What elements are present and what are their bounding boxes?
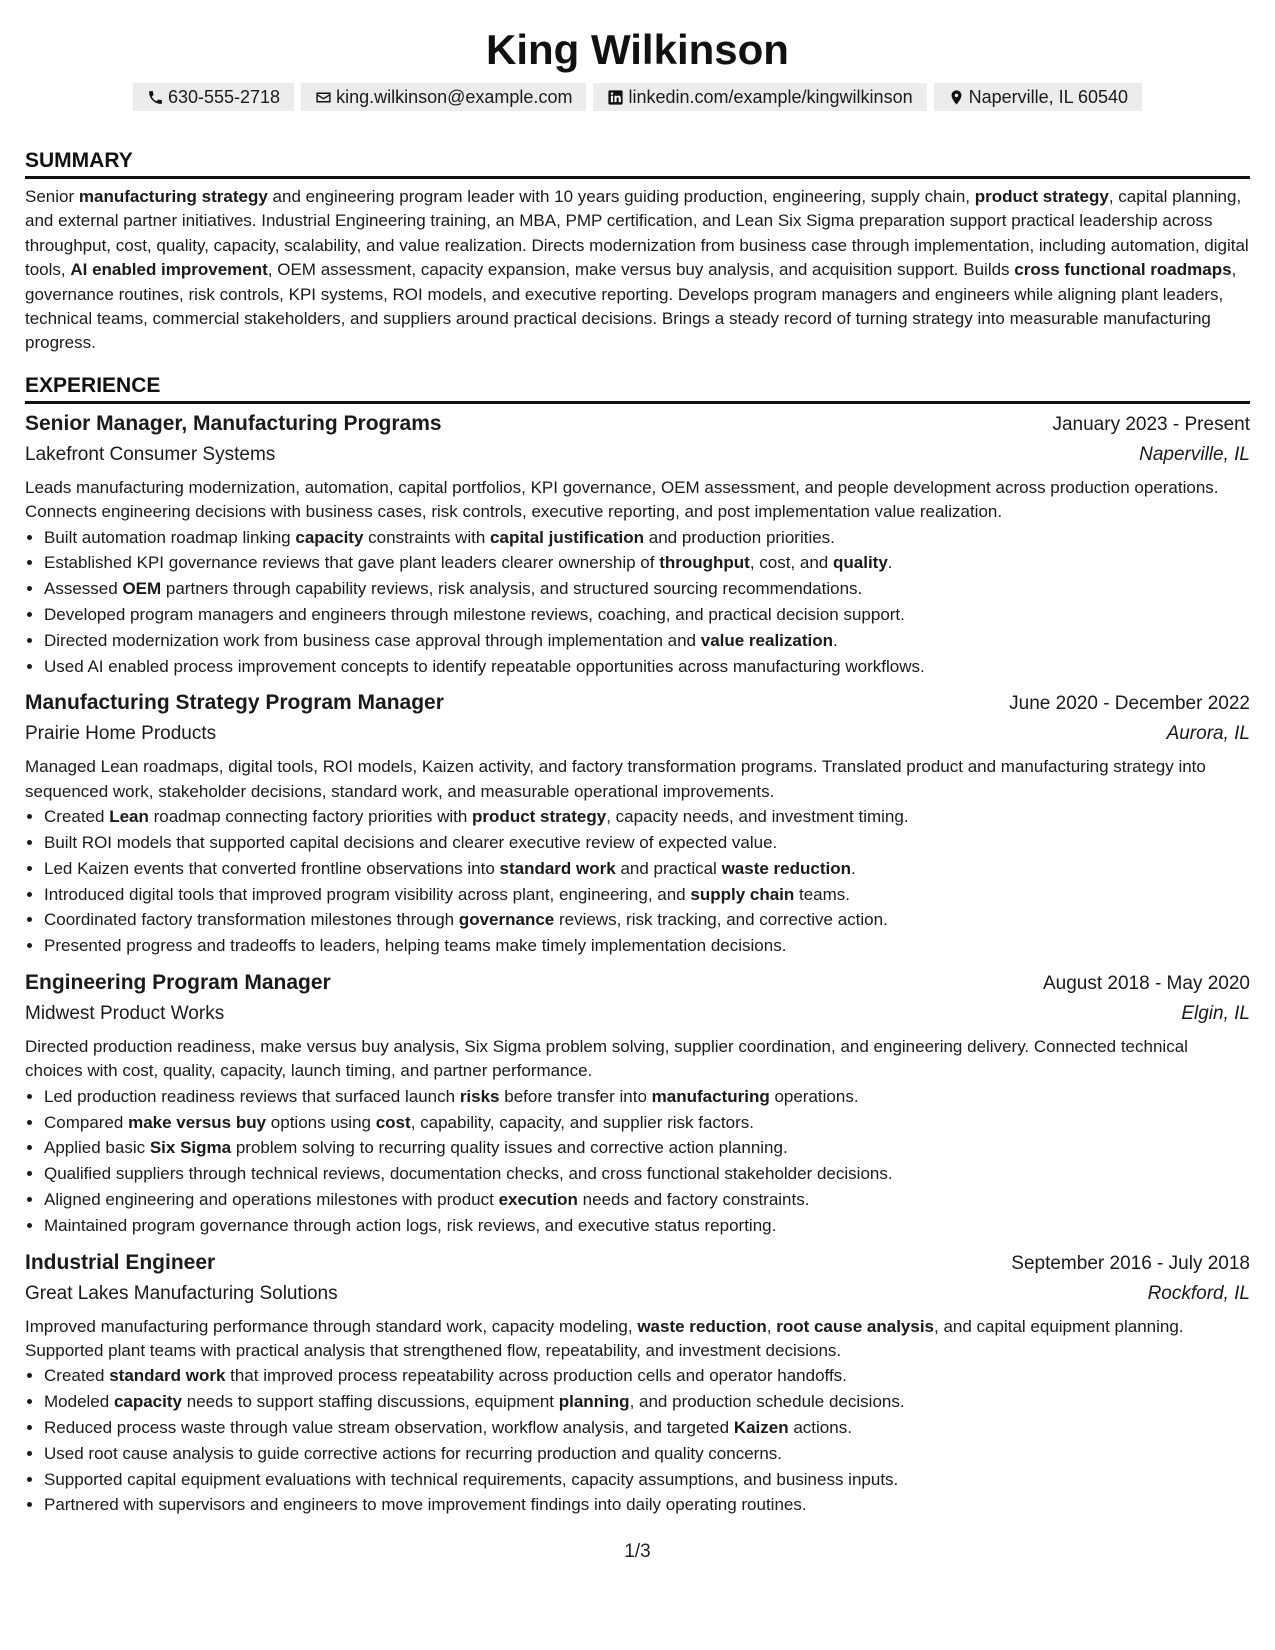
emphasis: capacity	[113, 1392, 182, 1412]
emphasis: OEM	[122, 579, 162, 599]
bullet-item: • Led Kaizen events that converted frontline observations into standard work and practical waste reduction.	[44, 856, 1250, 882]
emphasis: standard work	[499, 858, 616, 878]
linkedin-text: linkedin.com/example/kingwilkinson	[628, 87, 913, 107]
bullet-item: • Maintained program governance through action logs, risk reviews, and executive status reporting.	[44, 1213, 1250, 1239]
page-number: 1/3	[624, 1541, 651, 1562]
contact-email[interactable]	[301, 83, 586, 111]
bullet-item: • Qualified suppliers through technical reviews, documentation checks, and cross functional stakeholder decisions.	[44, 1161, 1250, 1187]
emphasis: manufacturing strategy	[78, 187, 268, 206]
job-entry	[25, 1249, 1250, 1519]
bullet-item: • Compared make versus buy options using cost, capability, capacity, and supplier risk factors.	[44, 1110, 1250, 1136]
job-location: Naperville, IL	[1139, 443, 1250, 465]
job-summary: Managed Lean roadmaps, digital tools, ROI models, Kaizen activity, and factory transformation programs. Translated product and manufacturing strategy into sequenced work, stakeholder decisions, standard work, and measurable operational improvements.	[25, 757, 1206, 801]
emphasis: throughput	[659, 553, 750, 573]
emphasis: supply chain	[690, 884, 795, 904]
bullet-item: • Partnered with supervisors and engineers to move improvement findings into daily operating routines.	[44, 1492, 1250, 1518]
bullet-item: • Created Lean roadmap connecting factory priorities with product strategy, capacity needs, and investment timing.	[44, 804, 1250, 830]
linkedin-icon	[607, 89, 624, 106]
job-company: Prairie Home Products	[25, 723, 217, 745]
bullet-item: • Applied basic Six Sigma problem solving to recurring quality issues and corrective action planning.	[44, 1135, 1250, 1161]
job-entry	[25, 410, 1250, 680]
job-header-row	[25, 689, 1250, 718]
summary-text: Senior manufacturing strategy and engineering program leader with 10 years guiding production, engineering, supply chain, product strategy, capital planning, and external partner initiatives. Industrial Engineering training, an MBA, PMP certification, and Lean Six Sigma preparation support practical leadership across throughput, cost, quality, capacity, scalability, and value realization. Directs modernization from business case through implementation, including automation, digital tools, AI enabled improvement, OEM assessment, capacity expansion, make versus buy analysis, and acquisition support. Builds cross functional roadmaps, governance routines, risk controls, KPI systems, ROI models, and executive reporting. Develops program managers and engineers while aligning plant leaders, technical teams, commercial stakeholders, and suppliers around practical decisions. Brings a steady record of turning strategy into measurable manufacturing progress.	[25, 187, 1249, 353]
bullet-item: • Introduced digital tools that improved program visibility across plant, engineering, and supply chain teams.	[44, 882, 1250, 908]
job-bullets	[25, 1084, 1250, 1239]
phone-icon	[147, 89, 164, 106]
bullet-item: • Created standard work that improved process repeatability across production cells and operator handoffs.	[44, 1363, 1250, 1389]
bullet-item: • Reduced process waste through value stream observation, workflow analysis, and targeted Kaizen actions.	[44, 1415, 1250, 1441]
job-header-row	[25, 969, 1250, 998]
job-summary: Leads manufacturing modernization, automation, capital portfolios, KPI governance, OEM assessment, and people development across production operations. Connects engineering decisions with business cases, risk controls, executive reporting, and post implementation value realization.	[25, 477, 1219, 522]
emphasis: capital justification	[490, 527, 645, 547]
job-dates: June 2020 - December 2022	[1009, 693, 1250, 715]
contact-phone	[133, 83, 294, 111]
job-dates: August 2018 - May 2020	[1042, 973, 1250, 995]
job-dates: January 2023 - Present	[1052, 413, 1250, 435]
emphasis: Six Sigma	[149, 1138, 232, 1158]
bullet-item: • Presented progress and tradeoffs to leaders, helping teams make timely implementation decisions.	[44, 933, 1250, 959]
emphasis: governance	[458, 910, 555, 930]
bullet-item: • Directed modernization work from business case approval through implementation and value realization.	[44, 628, 1250, 654]
job-header-row	[25, 1249, 1250, 1278]
emphasis: product strategy	[974, 187, 1109, 206]
job-company-row	[25, 720, 1250, 748]
bullet-item: • Built ROI models that supported capital decisions and clearer executive review of expected value.	[44, 830, 1250, 856]
job-location: Rockford, IL	[1147, 1282, 1250, 1304]
candidate-name: King Wilkinson	[486, 26, 789, 73]
bullet-item: • Led production readiness reviews that surfaced launch risks before transfer into manufacturing operations.	[44, 1084, 1250, 1110]
job-summary: Directed production readiness, make versus buy analysis, Six Sigma problem solving, supplier coordination, and engineering delivery. Connected technical choices with cost, quality, capacity, launch timing, and partner performance.	[25, 1037, 1188, 1081]
emphasis: Lean	[109, 807, 149, 827]
job-entry	[25, 689, 1250, 959]
job-entry	[25, 969, 1250, 1239]
bullet-item: • Assessed OEM partners through capability reviews, risk analysis, and structured sourcing recommendations.	[44, 576, 1250, 602]
emphasis: capacity	[295, 527, 364, 547]
summary-heading: SUMMARY	[25, 148, 1250, 179]
bullet-item: • Coordinated factory transformation milestones through governance reviews, risk tracking, and corrective action.	[44, 907, 1250, 933]
emphasis: standard work	[109, 1366, 226, 1386]
contact-location	[934, 83, 1142, 111]
emphasis: manufacturing	[651, 1086, 770, 1106]
emphasis: quality	[833, 553, 888, 573]
contact-linkedin[interactable]	[593, 83, 926, 111]
job-bullets	[25, 1363, 1250, 1518]
resume-page	[25, 0, 1250, 1518]
job-company: Great Lakes Manufacturing Solutions	[25, 1282, 338, 1304]
map-pin-icon	[948, 89, 965, 106]
job-title: Senior Manager, Manufacturing Programs	[25, 411, 442, 435]
emphasis: make versus buy	[128, 1112, 267, 1132]
job-title: Manufacturing Strategy Program Manager	[25, 691, 444, 715]
emphasis: root cause analysis	[776, 1316, 935, 1336]
job-title: Industrial Engineer	[25, 1250, 216, 1274]
phone-text: 630-555-2718	[167, 87, 281, 107]
bullet-item: • Used root cause analysis to guide corrective actions for recurring production and quality concerns.	[44, 1441, 1250, 1467]
bullet-item: • Developed program managers and engineers through milestone reviews, coaching, and practical decision support.	[44, 602, 1250, 628]
job-summary: Improved manufacturing performance through standard work, capacity modeling, waste reduction, root cause analysis, and capital equipment planning. Supported plant teams with practical analysis that strengthened flow, repeatability, and investment decisions.	[25, 1316, 1184, 1361]
emphasis: risks	[459, 1086, 500, 1106]
emphasis: AI enabled improvement	[70, 260, 268, 280]
emphasis: value realization	[700, 630, 834, 650]
job-location: Aurora, IL	[1166, 723, 1250, 745]
contact-bar	[25, 83, 1250, 111]
job-company-row	[25, 441, 1250, 469]
emphasis: cross functional roadmaps	[1014, 260, 1232, 280]
envelope-icon	[315, 89, 332, 106]
job-bullets	[25, 525, 1250, 680]
email-text: king.wilkinson@example.com	[336, 87, 573, 107]
job-location: Elgin, IL	[1181, 1003, 1250, 1025]
emphasis: waste reduction	[637, 1316, 767, 1336]
emphasis: Kaizen	[733, 1418, 789, 1438]
job-company-row	[25, 1280, 1250, 1308]
bullet-item: • Supported capital equipment evaluations with technical requirements, capacity assumptions, and business inputs.	[44, 1467, 1250, 1493]
emphasis: execution	[498, 1190, 578, 1210]
bullet-item: • Used AI enabled process improvement concepts to identify repeatable opportunities across manufacturing workflows.	[44, 654, 1250, 680]
bullet-item: • Established KPI governance reviews that gave plant leaders clearer ownership of throughput, cost, and quality.	[44, 550, 1250, 576]
job-dates: September 2016 - July 2018	[1011, 1252, 1250, 1274]
bullet-item: • Built automation roadmap linking capacity constraints with capital justification and production priorities.	[44, 525, 1250, 551]
emphasis: cost	[375, 1112, 411, 1132]
experience-list	[25, 410, 1250, 1518]
emphasis: product strategy	[472, 807, 607, 827]
bullet-item: • Aligned engineering and operations milestones with product execution needs and factory constraints.	[44, 1187, 1250, 1213]
job-bullets	[25, 804, 1250, 959]
job-company: Midwest Product Works	[25, 1003, 225, 1025]
job-company: Lakefront Consumer Systems	[25, 443, 276, 465]
job-title: Engineering Program Manager	[25, 971, 331, 995]
job-company-row	[25, 1000, 1250, 1028]
experience-heading: EXPERIENCE	[25, 373, 1250, 404]
job-header-row	[25, 410, 1250, 439]
bullet-item: • Modeled capacity needs to support staffing discussions, equipment planning, and production schedule decisions.	[44, 1389, 1250, 1415]
emphasis: waste reduction	[721, 858, 851, 878]
emphasis: planning	[558, 1392, 630, 1412]
location-text: Naperville, IL 60540	[968, 87, 1129, 107]
